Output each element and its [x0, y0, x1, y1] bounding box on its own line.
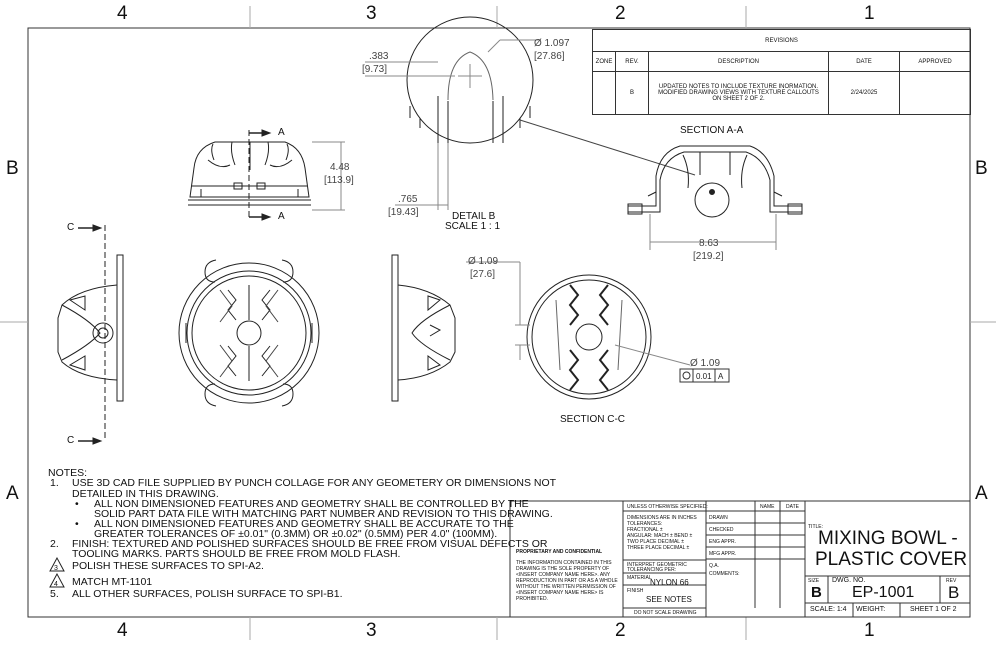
row-qa: Q.A.	[709, 563, 720, 569]
dim-overall-width: 8.63	[699, 238, 719, 249]
header-name: NAME	[760, 504, 775, 510]
top-view	[179, 260, 319, 406]
left-side-view	[58, 225, 123, 444]
bullet-1-line-1: ALL NON DIMENSIONED FEATURES AND GEOMETRY SHALL BE CONTROLLED BY THE	[94, 498, 529, 510]
row-eng-appr: ENG APPR.	[709, 539, 736, 545]
prop-line-3: <INSERT COMPANY NAME HERE>. ANY	[516, 572, 611, 578]
note-4-number: 4	[54, 581, 58, 588]
rev-header-approved: APPROVED	[900, 52, 971, 72]
prop-line-6: <INSERT COMPANY NAME HERE> IS	[516, 590, 604, 596]
prop-line-2: DRAWING IS THE SOLE PROPERTY OF	[516, 566, 610, 572]
rev-header-rev: REV.	[616, 52, 649, 72]
revisions-table	[592, 29, 971, 115]
title-label: TITLE:	[808, 524, 824, 530]
prop-line-7: PROHIBITED.	[516, 596, 548, 602]
section-aa-view	[628, 146, 802, 250]
notes-header: NOTES:	[48, 467, 88, 479]
proprietary-heading: PROPRIETARY AND CONFIDENTIAL	[516, 549, 603, 555]
row-comments: COMMENTS:	[709, 571, 740, 577]
finish-value: SEE NOTES	[646, 595, 692, 604]
bullet-1-line-2: SOLID PART DATA FILE WITH MATCHING PART NUMBER AND REVISION TO THIS DRAWING.	[94, 508, 553, 520]
note-3-text: POLISH THESE SURFACES TO SPI-A2.	[72, 560, 264, 572]
section-aa-label: SECTION A-A	[680, 125, 744, 136]
rev-header-date: DATE	[829, 52, 900, 72]
drawing-title-line-1: MIXING BOWL -	[818, 528, 958, 549]
do-not-scale: DO NOT SCALE DRAWING	[634, 610, 697, 616]
dim-overall-width-mm: [219.2]	[693, 251, 724, 262]
zone-label-bottom-2: 2	[615, 620, 626, 641]
zone-label-bottom-1: 1	[864, 620, 875, 641]
rev-date: 2/24/2025	[829, 72, 900, 115]
tol-line-6: THREE PLACE DECIMAL ±	[627, 545, 690, 551]
size-value: B	[811, 584, 822, 601]
prop-line-4: REPRODUCTION IN PART OR AS A WHOLE	[516, 578, 618, 584]
bullet-2: •	[75, 518, 79, 530]
bullet-2-line-2: GREATER TOLERANCES OF ±0.01" (0.3MM) OR ±0.02" (0.5MM) PER 4.0" (100MM).	[94, 528, 498, 540]
front-view	[188, 130, 345, 220]
note-1-number: 1.	[50, 477, 59, 489]
tol-line-3: FRACTIONAL ±	[627, 527, 663, 533]
zone-label-left-b: B	[6, 158, 19, 179]
zone-label-right-a: A	[975, 483, 988, 504]
zone-label-left-a: A	[6, 483, 19, 504]
weight-label: WEIGHT:	[856, 606, 886, 613]
material-label: MATERIAL	[627, 575, 652, 581]
prop-line-5: WITHOUT THE WRITTEN PERMISSION OF	[516, 584, 616, 590]
unless-specified: UNLESS OTHERWISE SPECIFIED:	[627, 504, 708, 510]
section-cc-view	[466, 262, 729, 399]
rev-value: B	[948, 583, 960, 602]
section-c-marker-top: C	[67, 222, 75, 233]
dim-detail-offset: .383	[369, 51, 389, 62]
rev-label: REV	[946, 578, 957, 584]
note-2-line-2: TOOLING MARKS. PARTS SHOULD BE FREE FROM MOLD FLASH.	[72, 548, 401, 560]
interp-line-1: INTERPRET GEOMETRIC	[627, 562, 687, 568]
size-label: SIZE	[808, 578, 820, 584]
dim-hole-diameter: Ø 1.09	[468, 256, 499, 267]
dim-height: 4.48	[330, 162, 350, 173]
note-5-number: 5.	[50, 588, 59, 600]
bullet-1: •	[75, 498, 79, 510]
scale-value: SCALE: 1:4	[810, 606, 847, 613]
dim-hole-diameter-mm: [27.6]	[470, 269, 496, 280]
note-4-text: MATCH MT-1101	[72, 576, 153, 588]
zone-label-bottom-3: 3	[366, 620, 377, 641]
rev-approved	[900, 72, 971, 115]
rev-zone	[593, 72, 616, 115]
header-date: DATE	[786, 504, 799, 510]
right-side-view	[392, 255, 455, 401]
revisions-title: REVISIONS	[593, 30, 971, 52]
tolerance-value: 0.01	[696, 372, 712, 381]
prop-line-1: THE INFORMATION CONTAINED IN THIS	[516, 560, 612, 566]
dwg-no-value: EP-1001	[852, 584, 915, 601]
row-mfg-appr: MFG APPR.	[709, 551, 737, 557]
rev-desc-line-1: UPDATED NOTES TO INCLUDE TEXTURE INORMATION.	[658, 84, 819, 90]
zone-label-bottom-4: 4	[117, 620, 128, 641]
section-a-marker-bottom: A	[278, 211, 285, 222]
note-1-line-1: USE 3D CAD FILE SUPPLIED BY PUNCH COLLAGE FOR ANY GEOMETERY OR DIMENSIONS NOT	[72, 477, 557, 489]
rev-desc-line-3: ON SHEET 2 OF 2.	[712, 96, 765, 102]
tol-line-2: TOLERANCES:	[627, 521, 663, 527]
bullet-2-line-1: ALL NON DIMENSIONED FEATURES AND GEOMETRY SHALL BE ACCURATE TO THE	[94, 518, 514, 530]
note-5-text: ALL OTHER SURFACES, POLISH SURFACE TO SPI-B1.	[72, 588, 343, 600]
finish-label: FINISH	[627, 588, 644, 594]
dim-detail-width-mm: [19.43]	[388, 207, 419, 218]
dim-detail-width: .765	[398, 194, 418, 205]
tol-line-1: DIMENSIONS ARE IN INCHES	[627, 515, 697, 521]
tolerance-datum: A	[718, 372, 724, 381]
note-3-number: 3	[54, 565, 58, 572]
zone-label-top-3: 3	[366, 3, 377, 24]
detail-b-scale: SCALE 1 : 1	[445, 221, 501, 232]
drawing-title-line-2: PLASTIC COVER	[815, 549, 968, 570]
tol-line-5: TWO PLACE DECIMAL ±	[627, 539, 685, 545]
rev-description	[649, 72, 829, 115]
rev-letter: B	[616, 72, 649, 115]
dim-detail-offset-mm: [9.73]	[362, 64, 388, 75]
section-a-marker-top: A	[278, 127, 285, 138]
tol-line-4: ANGULAR: MACH ± BEND ±	[627, 533, 693, 539]
rev-header-zone: ZONE	[593, 52, 616, 72]
zone-label-top-1: 1	[864, 3, 875, 24]
row-drawn: DRAWN	[709, 515, 728, 521]
rev-desc-line-2: MODIFIED DRAWING VIEWS WITH TEXTURE CALLOUTS	[658, 90, 819, 96]
zone-label-top-4: 4	[117, 3, 128, 24]
dim-detail-diameter: Ø 1.097	[534, 38, 570, 49]
section-c-marker-bottom: C	[67, 435, 75, 446]
dim-hole-diameter-callout: Ø 1.09	[690, 358, 721, 369]
rev-header-description: DESCRIPTION	[649, 52, 829, 72]
dim-height-mm: [113.9]	[324, 175, 354, 186]
material-value: NYLON 66	[650, 578, 689, 587]
dwg-no-label: DWG. NO.	[832, 577, 866, 584]
note-2-number: 2.	[50, 538, 59, 550]
note-2-line-1: FINISH: TEXTURED AND POLISHED SURFACES SHOULD BE FREE FROM VISUAL DEFECTS OR	[72, 538, 548, 550]
interp-line-2: TOLERANCING PER:	[627, 567, 677, 573]
row-checked: CHECKED	[709, 527, 734, 533]
sheet-value: SHEET 1 OF 2	[910, 606, 957, 613]
zone-label-top-2: 2	[615, 3, 626, 24]
dim-detail-diameter-mm: [27.86]	[534, 51, 565, 62]
section-cc-label: SECTION C-C	[560, 414, 625, 425]
note-1-line-2: DETAILED IN THIS DRAWING.	[72, 488, 219, 500]
zone-label-right-b: B	[975, 158, 988, 179]
detail-b-label: DETAIL B	[452, 211, 496, 222]
